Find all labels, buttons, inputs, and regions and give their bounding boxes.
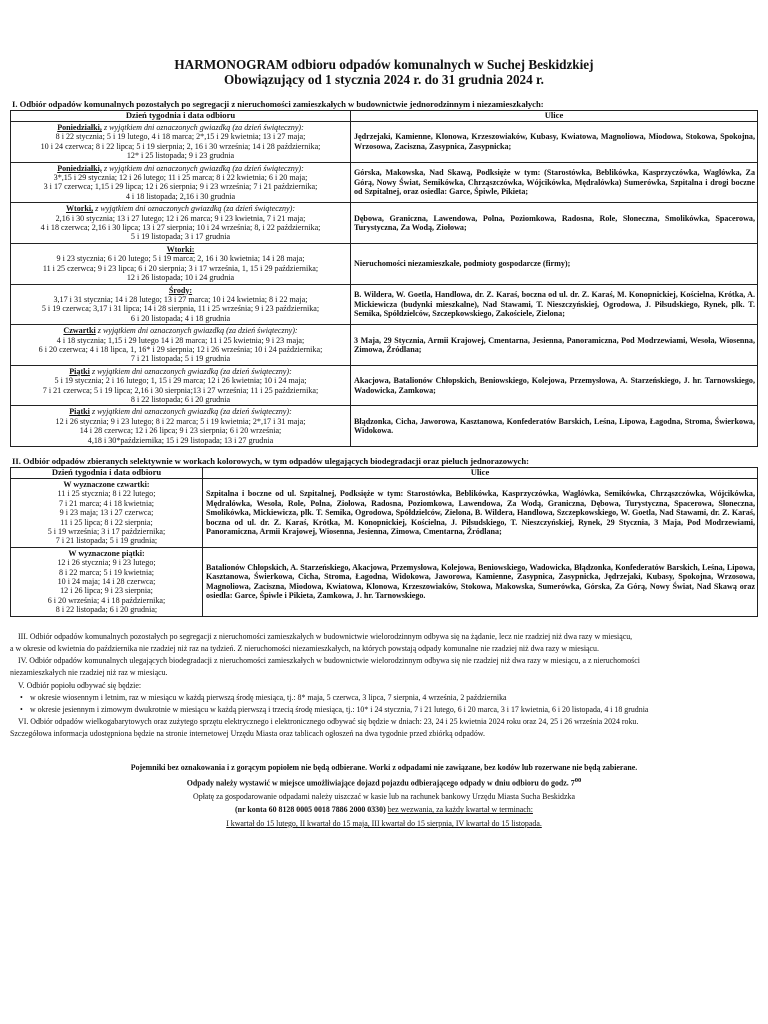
dates-line: 6 i 20 listopada; 4 i 18 grudnia bbox=[130, 313, 231, 323]
bullet-icon: • bbox=[20, 704, 23, 714]
dates-line: 7 i 21 czerwca; 5 i 19 lipca; 2,16 i 30 sierpnia;13 i 27 września; 11 i 25 października; bbox=[42, 385, 319, 395]
streets-cell: Górska, Makowska, Nad Skawą, Podksięże w tym: (Starostówka, Beblikówka, Kasprzyczówka, Waglówka, Za Górą, Nowy Świat, Semikówka, Chrząszczówka, Wójcikówka, Mędralówka) Sumerówka, Szpitalna i drogi boczne od Szpitalnej, oraz osiedla: Garce, Śpiwle, Pikieta; bbox=[351, 162, 758, 203]
dates-line: 4 i 18 stycznia; 1,15 i 29 lutego 14 i 28 marca; 11 i 25 kwietnia; 9 i 23 maja; bbox=[56, 335, 305, 345]
day-heading bbox=[13, 326, 348, 335]
footer-section bbox=[10, 761, 758, 831]
collection-days-cell bbox=[11, 365, 351, 406]
dates-line: 6 i 20 września; 4 i 18 października; bbox=[47, 595, 166, 605]
day-exception-note: z wyjątkiem dni oznaczonych gwiazdką (za dzień świąteczny): bbox=[103, 163, 304, 173]
streets-cell: Jędrzejaki, Kamienne, Klonowa, Krzeszowiaków, Kubasy, Kwiatowa, Magnoliowa, Miodowa, Stokowa, Spokojna, Wrzosowa, Zaciszna, Zasypnica, Zasypnicka; bbox=[351, 122, 758, 163]
streets-cell: Nieruchomości niezamieszkałe, podmioty gospodarcze (firmy); bbox=[351, 243, 758, 284]
day-name: Środy: bbox=[168, 285, 193, 295]
section-1-heading: I. Odbiór odpadów komunalnych pozostałych po segregacji z nieruchomości zamieszkałych w budownictwie jednorodzinnym i niezamieszkałych: bbox=[12, 99, 544, 109]
dates-line: 5 i 19 czerwca; 3,17 i 31 lipca; 14 i 28 sierpnia, 11 i 25 września; 9 i 23 października; bbox=[41, 304, 320, 314]
bullet-item-1 bbox=[10, 692, 758, 704]
payment-terms: bez wezwania, za każdy kwartał w terminach: bbox=[387, 805, 533, 815]
dates-line: 8 i 22 listopada; 6 i 20 grudnia; bbox=[55, 605, 158, 615]
bullet-text-1: w okresie wiosennym i letnim, raz w miesiącu w każdą pierwszą środę miesiąca, tj.: 8* maja, 5 czerwca, 3 lipca, 7 sierpnia, 4 września, 2 października bbox=[30, 692, 507, 702]
dates-line: 8 i 22 listopada; 6 i 20 grudnia bbox=[130, 394, 231, 404]
bullet-icon: • bbox=[20, 692, 23, 702]
streets-cell: Dębowa, Graniczna, Lawendowa, Polna, Poziomkowa, Radosna, Role, Słoneczna, Smolikówka, Spacerowa, Turystyczna, Za Wodą, Ziołowa; bbox=[351, 203, 758, 244]
day-name: W wyznaczone piątki: bbox=[68, 548, 145, 558]
dates-line: 5 i 19 listopada; 3 i 17 grudnia bbox=[130, 232, 231, 242]
bank-account: (nr konta 60 8128 0005 0018 7886 2000 0330) bbox=[235, 805, 386, 815]
day-heading bbox=[13, 367, 348, 376]
streets-cell: Szpitalna i boczne od ul. Szpitalnej, Podksięże w tym: Starostówka, Beblikówka, Kasprzyczówka, Waglówka, Semikówka, Chrząszczówka, Wójcikówka, Mędralówka, Wesoła, Role, Polna, Ziołowa, Radosna, Poziomkowa, Lawendowa, Za Wodą, Graniczna, Dębowa, Turystyczna, Spacerowa, Słoneczna, Smolikówka, Mickiewicza, plk. T. Semika, Ogrodowa, Spółdzielców, Zielona, B. Wildera, Handlowa, Szczepkowskiego, W. Goetla, Nad Stawami, dr. Z. Karaś, boczna od ul. dr. Z. Karaś, Krótka, M. Konopnickiej, Kościelna, J. Piłsudskiego, T. Nieszczyńskiej, Rynek, 29 Stycznia, 3 Maja, Pod Modrzewiami, Panoramiczna, Armii Krajowej, Wiosenna, Jesienna, Zimowa, Cmentarna, Źródlana; bbox=[203, 479, 758, 548]
footer-line-1: Pojemniki bez oznakowania i z gorącym popiołem nie będą odbierane. Worki z odpadami nie zawiązane, bez kodów lub rozerwane nie będą zabierane. bbox=[130, 762, 638, 772]
footer-line-2-text: Odpady należy wystawić w miejsce umożliwiające dojazd pojazdu odbierającego odpady w dniu odbioru do godz. 7 bbox=[186, 778, 575, 788]
dates-line: 3 i 17 czerwca; 1,15 i 29 lipca; 12 i 26 sierpnia; 9 i 23 września; 7 i 21 października; bbox=[43, 182, 318, 192]
note-6a: VI. Odbiór odpadów wielkogabarytowych oraz zużytego sprzętu elektrycznego i elektronicznego odbywać się będzie w dniach: 23, 24 i 25 kwietnia 2024 roku oraz 24, 25 i 26 września 2024 roku. bbox=[18, 717, 639, 727]
footer-line-2-sup: 00 bbox=[574, 776, 582, 784]
dates-line: 12 i 26 listopada; 10 i 24 grudnia bbox=[126, 273, 235, 283]
day-name: Poniedziałki, bbox=[57, 123, 102, 132]
table-row bbox=[11, 284, 758, 325]
table-row bbox=[11, 122, 758, 163]
day-heading bbox=[13, 204, 348, 213]
day-heading bbox=[13, 164, 348, 173]
footer-line-2 bbox=[10, 774, 758, 790]
note-4a: IV. Odbiór odpadów komunalnych ulegających biodegradacji z nieruchomości zamieszkałych w budownictwie wielorodzinnym odbywa się nie rzadziej niż dwa razy w miesiącu, a z nieruchomości bbox=[18, 656, 640, 666]
title-line-2: Obowiązujący od 1 stycznia 2024 r. do 31 grudnia 2024 r. bbox=[224, 72, 544, 87]
collection-days-cell bbox=[11, 243, 351, 284]
note-4b: niezamieszkałych nie rzadziej niż raz w miesiącu. bbox=[10, 668, 168, 678]
day-name: Wtorki, bbox=[65, 204, 94, 214]
note-3b: a w okresie od kwietnia do października nie rzadziej niż raz na tydzień. Z nieruchomości niezamieszkałych, na których powstają odpady komunalne nie rzadziej niż dwa razy w miesiącu. bbox=[10, 643, 599, 653]
dates-line: 5 i 19 września; 3 i 17 października; bbox=[47, 527, 166, 537]
notes-section bbox=[10, 631, 758, 741]
day-heading bbox=[13, 123, 348, 132]
table-row bbox=[11, 365, 758, 406]
collection-days-cell bbox=[11, 284, 351, 325]
dates-line: 10 i 24 czerwca; 8 i 22 lipca; 5 i 19 sierpnia; 2, 16 i 30 września; 14 i 28 października; bbox=[40, 141, 321, 151]
collection-days-cell bbox=[11, 406, 351, 447]
schedule-table-2 bbox=[10, 467, 758, 617]
dates-line: 7 i 21 listopada; 5 i 19 grudnia; bbox=[55, 536, 158, 546]
dates-line: 11 i 25 czerwca; 9 i 23 lipca; 6 i 20 sierpnia; 3 i 17 września, 1, 15 i 29 października; bbox=[42, 263, 319, 273]
bullet-text-2: w okresie jesiennym i zimowym dwukrotnie w miesiącu w każdą pierwszą i trzecią środę miesiąca, tj.: 10* i 24 stycznia, 7 i 21 lutego, 6 i 20 marca, 3 i 17 kwietnia, 6 i 20 listopada, 4 i 18 grudnia bbox=[30, 704, 649, 714]
day-heading bbox=[13, 286, 348, 295]
dates-line: 9 i 23 maja; 13 i 27 czerwca; bbox=[59, 508, 154, 518]
dates-line: 11 i 25 stycznia; 8 i 22 lutego; bbox=[57, 489, 156, 499]
collection-days-cell bbox=[11, 203, 351, 244]
streets-cell: B. Wildera, W. Goetla, Handlowa, dr. Z. Karaś, boczna od ul. dr. Z. Karaś, M. Konopnickiej, Kościelna, Krótka, A. Mickiewicza (budynki mieszkalne), Nad Stawami, T. Nieszczyńskiej, Ogrodowa, J. Piłsudskiego, Rynek, plk. T. Semika, Spółdzielców, Szczepkowskiego, Zakościele, Zielona; bbox=[351, 284, 758, 325]
collection-days-cell bbox=[11, 479, 203, 548]
collection-days-cell bbox=[11, 162, 351, 203]
footer-line-4 bbox=[10, 803, 758, 816]
dates-line: 3*,15 i 29 stycznia; 12 i 26 lutego; 11 i 25 marca; 8 i 22 kwietnia; 6 i 20 maja; bbox=[53, 173, 308, 183]
schedule-table-2-body bbox=[11, 479, 758, 617]
day-name: Poniedziałki, bbox=[57, 163, 102, 173]
dates-line: 14 i 28 czerwca; 12 i 26 lipca; 9 i 23 sierpnia; 6 i 20 września; bbox=[79, 426, 282, 436]
day-name: Piątki bbox=[69, 366, 90, 376]
day-heading bbox=[13, 245, 348, 254]
day-exception-note: z wyjątkiem dni oznaczonych gwiazdką (za dzień świąteczny): bbox=[91, 407, 292, 417]
dates-line: 8 i 22 marca; 5 i 19 kwietnia; bbox=[58, 567, 155, 577]
dates-line: 6 i 20 czerwca; 4 i 18 lipca, 1, 16* i 29 sierpnia; 12 i 26 września; 10 i 24 października; bbox=[38, 344, 323, 354]
table-row bbox=[11, 479, 758, 548]
footer-line-3: Opłatę za gospodarowanie odpadami należy uiszczać w kasie lub na rachunek bankowy Urzędu Miasta Sucha Beskidzka bbox=[193, 791, 575, 801]
collection-days-cell bbox=[11, 547, 203, 616]
dates-line: 11 i 25 lipca; 8 i 22 sierpnia; bbox=[60, 517, 153, 527]
dates-line: 12 i 26 stycznia; 9 i 23 lutego; 8 i 22 marca; 5 i 19 kwietnia; 2*,17 i 31 maja; bbox=[55, 416, 306, 426]
day-exception-note: z wyjątkiem dni oznaczonych gwiazdką (za dzień świąteczny): bbox=[97, 326, 298, 336]
streets-cell: Batalionów Chłopskich, A. Starzeńskiego, Akacjowa, Przemysłowa, Kolejowa, Beniowskiego, Wadowicka, Błądzonka, Konfederatów Barskich, Leśna, Lipowa, Kasztanowa, Świerkowa, Cicha, Stroma, Łagodna, Widokowa, Jaworowa, Kamienne, Zasypnica, Zasypnicka, Jędrzejaki, Kubasy, Spokojna, Wrzosowa, Magnoliowa, Zaciszna, Miodowa, Kwiatowa, Klonowa, Krzeszowiaków, Stokowa, Makowska, Sumerówka, Górska, Za Górą, Nowy Świat, Nad Skawą oraz osiedla: Garce, Śpiwle i Pikieta, Zamkowa, J. hr. Tarnowskiego. bbox=[203, 547, 758, 616]
collection-days-cell bbox=[11, 122, 351, 163]
day-heading bbox=[13, 407, 348, 416]
note-3a: III. Odbiór odpadów komunalnych pozostałych po segregacji z nieruchomości zamieszkałych w budownictwie wielorodzinnym odbywa się na żądanie, lecz nie rzadziej niż dwa razy w miesiącu, bbox=[18, 631, 633, 641]
dates-line: 9 i 23 stycznia; 6 i 20 lutego; 5 i 19 marca; 2, 16 i 30 kwietnia; 14 i 28 maja; bbox=[56, 254, 305, 264]
table-row bbox=[11, 162, 758, 203]
title-line-1: HARMONOGRAM odbioru odpadów komunalnych w Suchej Beskidzkiej bbox=[174, 57, 594, 72]
col-header-days: Dzień tygodnia i data odbioru bbox=[11, 468, 203, 479]
footer-line-5: I kwartał do 15 lutego, II kwartał do 15 maja, III kwartał do 15 sierpnia, IV kwartał do 15 listopada. bbox=[226, 818, 542, 828]
col-header-streets: Ulice bbox=[203, 468, 758, 479]
dates-line: 8 i 22 stycznia; 5 i 19 lutego, 4 i 18 marca; 2*,15 i 29 kwietnia; 13 i 27 maja; bbox=[55, 132, 306, 142]
streets-cell: Błądzonka, Cicha, Jaworowa, Kasztanowa, Konfederatów Barskich, Leśna, Lipowa, Łagodna, Stroma, Świerkowa, Widokowa. bbox=[351, 406, 758, 447]
table-row bbox=[11, 203, 758, 244]
dates-line: 2,16 i 30 stycznia; 13 i 27 lutego; 12 i 26 marca; 9 i 23 kwietnia, 7 i 21 maja; bbox=[55, 213, 306, 223]
dates-line: 12 i 26 stycznia; 9 i 23 lutego; bbox=[57, 558, 156, 568]
dates-line: 4 i 18 listopada; 2,16 i 30 grudnia bbox=[125, 191, 236, 201]
table-row bbox=[11, 243, 758, 284]
dates-line: 3,17 i 31 stycznia; 14 i 28 lutego; 13 i 27 marca; 10 i 24 kwietnia; 8 i 22 maja; bbox=[53, 294, 308, 304]
day-name: Czwartki bbox=[63, 326, 96, 336]
document-page bbox=[10, 0, 758, 830]
dates-line: 10 i 24 maja; 14 i 28 czerwca; bbox=[57, 577, 156, 587]
schedule-table-1 bbox=[10, 110, 758, 447]
section-2-heading: II. Odbiór odpadów zbieranych selektywnie w workach kolorowych, w tym odpadów ulegających biodegradacji oraz pieluch jednorazowych: bbox=[12, 456, 529, 466]
dates-line: 7 i 21 marca; 4 i 18 kwietnia; bbox=[58, 498, 155, 508]
day-exception-note: z wyjątkiem dni oznaczonych gwiazdką (za dzień świąteczny): bbox=[95, 204, 296, 214]
day-exception-note: z wyjątkiem dni oznaczonych gwiazdką (za dzień świąteczny): bbox=[91, 366, 292, 376]
day-name: W wyznaczone czwartki: bbox=[63, 480, 150, 489]
dates-line: 4 i 18 czerwca; 2,16 i 30 lipca; 13 i 27 sierpnia; 10 i 24 września; 8, i 22 października; bbox=[40, 223, 321, 233]
table-row bbox=[11, 547, 758, 616]
streets-cell: 3 Maja, 29 Stycznia, Armii Krajowej, Cmentarna, Jesienna, Panoramiczna, Pod Modrzewiami, Wesoła, Wiosenna, Zimowa, Źródlana; bbox=[351, 325, 758, 366]
table-row bbox=[11, 406, 758, 447]
col-header-streets: Ulice bbox=[351, 111, 758, 122]
streets-cell: Akacjowa, Batalionów Chłopskich, Beniowskiego, Kolejowa, Przemysłowa, A. Starzeńskiego, J. hr. Tarnowskiego, Wadowicka, Zamkowa; bbox=[351, 365, 758, 406]
col-header-days: Dzień tygodnia i data odbioru bbox=[11, 111, 351, 122]
table-row bbox=[11, 325, 758, 366]
dates-line: 7 i 21 listopada; 5 i 19 grudnia bbox=[130, 354, 231, 364]
dates-line: 4,18 i 30*października; 15 i 29 listopada; 13 i 27 grudnia bbox=[87, 435, 274, 445]
schedule-table-1-body bbox=[11, 122, 758, 447]
dates-line: 5 i 19 stycznia; 2 i 16 lutego; 1, 15 i 29 marca; 12 i 26 kwietnia; 10 i 24 maja; bbox=[54, 376, 307, 386]
collection-days-cell bbox=[11, 325, 351, 366]
day-exception-note: z wyjątkiem dni oznaczonych gwiazdką (za dzień świąteczny): bbox=[103, 123, 304, 132]
day-name: Piątki bbox=[69, 407, 90, 417]
note-5: V. Odbiór popiołu odbywać się będzie: bbox=[18, 680, 142, 690]
dates-line: 12* i 25 listopada; 9 i 23 grudnia bbox=[126, 151, 235, 161]
day-name: Wtorki: bbox=[166, 244, 195, 254]
document-title bbox=[10, 57, 758, 87]
dates-line: 12 i 26 lipca; 9 i 23 sierpnia; bbox=[60, 586, 153, 596]
bullet-item-2 bbox=[10, 704, 758, 716]
note-6b: Szczegółowa informacja udostępniona będzie na stronie internetowej Urzędu Miasta oraz tablicach ogłoszeń na dwa tygodnie przed zbiórką odpadów. bbox=[10, 729, 485, 739]
